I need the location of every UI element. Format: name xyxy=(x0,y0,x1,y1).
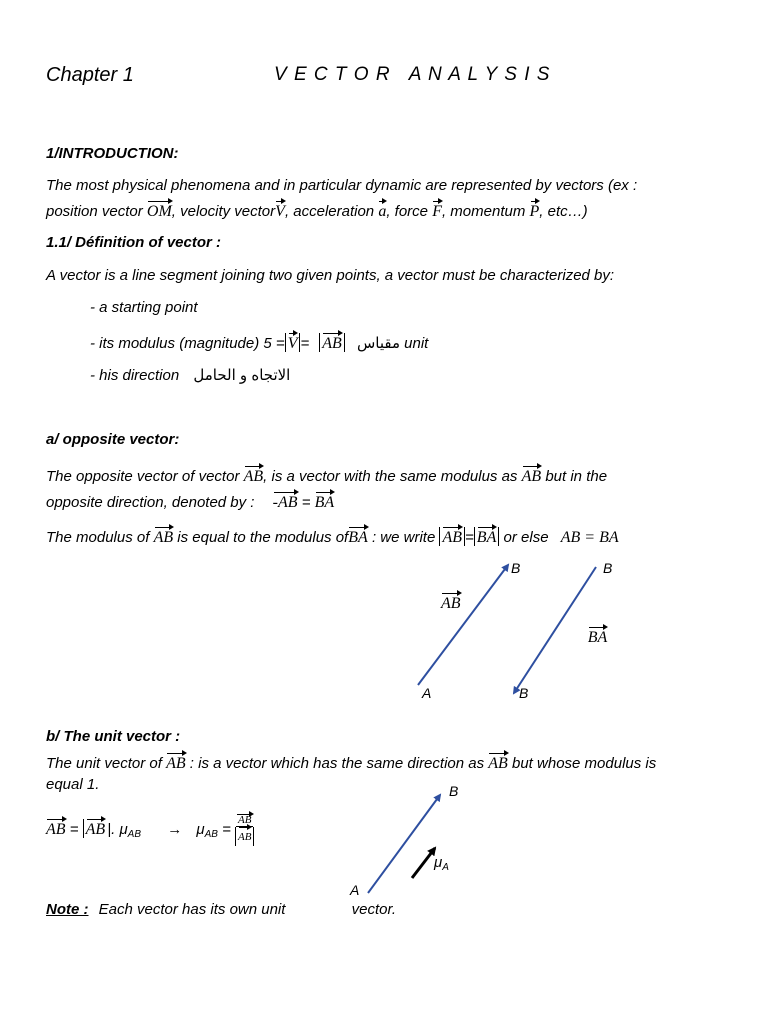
intro-text: , velocity vector xyxy=(171,203,276,220)
abs-ab xyxy=(319,333,345,352)
abs-close-dot: |. xyxy=(107,820,116,838)
abs-ba xyxy=(474,527,500,546)
vector-ab: AB xyxy=(322,335,342,352)
vector-ab: AB xyxy=(488,755,508,772)
abs-ab xyxy=(83,819,108,838)
intro-line-2 xyxy=(46,201,588,221)
fraction-denominator xyxy=(235,827,254,846)
figure-label-ba: BA xyxy=(587,629,608,646)
text: but in the xyxy=(545,468,608,485)
label-b-top-2: B xyxy=(603,560,613,576)
mu-subscript: AB xyxy=(127,828,142,840)
intro-line-1: The most physical phenomena and in particular dynamic are represented by vectors (ex : xyxy=(46,177,638,194)
definition-text: A vector is a line segment joining two given points, a vector must be characterized by: xyxy=(46,267,615,284)
vector-ab: AB xyxy=(85,820,106,838)
unit-vector-figure xyxy=(345,780,475,905)
fraction xyxy=(235,814,254,846)
intro-text: , momentum xyxy=(441,203,526,220)
abs-v xyxy=(285,333,301,352)
intro-text: , force xyxy=(386,203,429,220)
page-title: V E C T O R A N A L Y S I S xyxy=(274,64,551,85)
mu-subscript: AB xyxy=(204,828,218,840)
abs-ab xyxy=(439,527,465,546)
vector-ba: BA xyxy=(476,529,497,546)
text: The modulus of xyxy=(46,529,150,546)
figure-label-ab: AB xyxy=(441,595,461,612)
implies-arrow: → xyxy=(167,820,183,838)
vector-ab: AB xyxy=(442,529,463,546)
intro-text: , etc…) xyxy=(539,203,588,220)
modulus-value: = 5 unit xyxy=(263,335,429,352)
label-b-bottom: B xyxy=(519,685,529,701)
note-line xyxy=(46,901,396,918)
vector-ab: AB xyxy=(46,820,66,838)
mu-symbol: μ xyxy=(196,820,205,838)
vector-v: V xyxy=(275,203,285,220)
intro-text: position vector xyxy=(46,203,143,220)
vector-ab: AB xyxy=(238,827,251,846)
direction-arabic: الاتجاه و الحامل xyxy=(193,367,291,384)
arrow-mu xyxy=(412,848,435,878)
vector-ab: AB xyxy=(521,468,542,485)
mu-symbol: μ xyxy=(119,820,128,838)
list-item-direction xyxy=(90,366,290,384)
text: or else xyxy=(503,529,549,546)
mu-symbol: μ xyxy=(434,854,443,871)
text: but whose modulus is xyxy=(512,755,657,772)
arrow-ba xyxy=(514,567,596,693)
label-a: A xyxy=(350,882,360,898)
vector-ab: AB xyxy=(153,529,174,546)
intro-text: , acceleration xyxy=(284,203,375,220)
vector-ba: BA xyxy=(348,529,368,546)
label-b-top-1: B xyxy=(511,560,521,576)
mu-subscript: A xyxy=(442,862,449,873)
equals: = xyxy=(301,494,311,511)
list-item-modulus: - its modulus (magnitude) مقياس AB=V= 5 unit xyxy=(90,335,429,352)
note-text: Each vector has its own unit xyxy=(98,901,286,918)
text: opposite direction, denoted by : xyxy=(46,494,255,511)
vector-ab: AB xyxy=(166,755,186,772)
chapter-label: Chapter 1 xyxy=(46,64,134,86)
modulus-arabic: مقياس xyxy=(356,335,400,352)
fraction-numerator: AB xyxy=(238,814,252,826)
unit-formula xyxy=(46,814,254,846)
opposite-line-1 xyxy=(46,466,607,486)
vector-f: F xyxy=(432,203,442,220)
intro-heading: 1/INTRODUCTION: xyxy=(46,145,179,162)
text: is equal to the modulus of xyxy=(177,529,349,546)
vector-ab: AB xyxy=(243,468,264,485)
text: The opposite vector of vector xyxy=(46,468,240,485)
opposite-line-3: The modulus of AB is equal to the modulus ofBA : we write AB = BA or else AB = BA xyxy=(46,529,619,546)
note-tail: vector. xyxy=(351,901,397,918)
vector-v: V xyxy=(287,335,298,352)
list-item-start: - a starting point xyxy=(90,299,198,316)
text: : is a vector which has the same direction as xyxy=(189,755,485,772)
modulus-label: - its modulus (magnitude) xyxy=(90,335,260,352)
equals: = xyxy=(69,820,79,838)
unit-line-1 xyxy=(46,753,656,773)
vector-ba: BA xyxy=(314,494,335,511)
text: The unit vector of xyxy=(46,755,162,772)
vector-p: P xyxy=(529,203,540,220)
arrow-ab-unit xyxy=(368,795,443,893)
neg-vector-ab xyxy=(273,494,298,511)
opposite-line-2 xyxy=(46,492,334,512)
direction-label: - his direction xyxy=(90,367,180,384)
opposite-heading: a/ opposite vector: xyxy=(46,431,180,448)
text: : we write xyxy=(371,529,436,546)
note-label: Note : xyxy=(46,901,89,918)
arrow-ab xyxy=(418,565,508,685)
equals: = xyxy=(222,820,231,838)
vector-a: a xyxy=(378,203,387,220)
unit-line-2: equal 1. xyxy=(46,776,100,793)
mu-a-label xyxy=(434,854,449,873)
equation-ab-ba: AB = BA xyxy=(560,529,619,546)
neg-ab-text: -AB xyxy=(272,494,298,511)
label-a-bottom: A xyxy=(422,685,432,701)
text: , is a vector with the same modulus as xyxy=(263,468,518,485)
vector-om: OM xyxy=(146,203,172,220)
unit-heading: b/ The unit vector : xyxy=(46,728,181,745)
label-b: B xyxy=(449,783,459,799)
definition-heading: 1.1/ Définition of vector : xyxy=(46,234,222,251)
